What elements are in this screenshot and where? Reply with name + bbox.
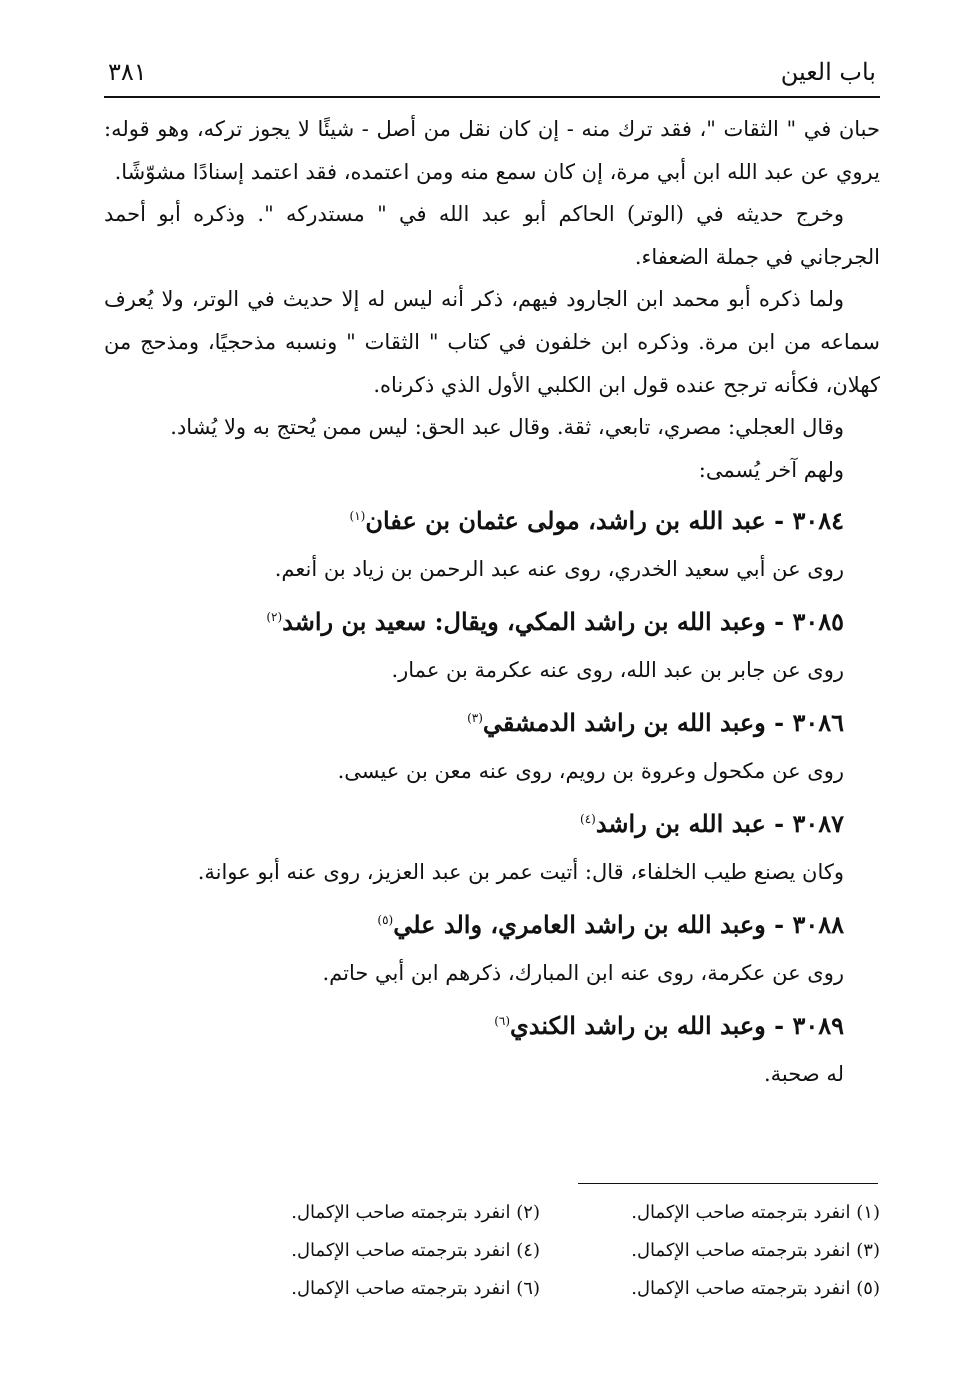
footnote: (٦) انفرد بترجمته صاحب الإكمال. xyxy=(291,1278,540,1299)
entry-title xyxy=(104,895,880,950)
footnote-ref: (٥) xyxy=(377,913,394,928)
footnote: (٥) انفرد بترجمته صاحب الإكمال. xyxy=(631,1278,880,1299)
footnote-ref: (١) xyxy=(349,509,366,524)
chapter-title: باب العين xyxy=(780,58,876,86)
entry-title xyxy=(104,794,880,849)
entry-title-text: ٣٠٨٩ - وعبد الله بن راشد الكندي xyxy=(510,1011,844,1041)
paragraph: ولما ذكره أبو محمد ابن الجارود فيهم، ذكر أنه ليس له إلا حديث في الوتر، ولا يُعرف سماعه من ابن مرة. وذكره ابن خلفون في كتاب " الثقات " ونسبه مذحجيًا، ومذحج من كهلان، فكأنه ترجح عنده قول ابن الكلبي الأول الذي ذكرناه. xyxy=(104,287,880,397)
entry-title-text: ٣٠٨٧ - عبد الله بن راشد xyxy=(595,809,844,839)
entry-text: وكان يصنع طيب الخلفاء، قال: أتيت عمر بن عبد العزيز، روى عنه أبو عوانة. xyxy=(197,860,844,885)
footnote-row xyxy=(200,1194,880,1232)
running-header xyxy=(104,52,880,98)
footnote-ref: (٤) xyxy=(580,812,596,827)
entry-text: له صحبة. xyxy=(764,1062,844,1087)
footnote-ref: (٦) xyxy=(494,1014,511,1029)
paragraph: وقال العجلي: مصري، تابعي، ثقة. وقال عبد الحق: ليس ممن يُحتج به ولا يُشاد. xyxy=(170,415,844,440)
entry-title xyxy=(104,693,880,748)
footnote-row xyxy=(200,1270,880,1308)
entry-text: روى عن جابر بن عبد الله، روى عنه عكرمة بن عمار. xyxy=(391,658,844,683)
entry-title xyxy=(104,592,880,647)
entry-title xyxy=(104,491,880,546)
paragraph: ولهم آخر يُسمى: xyxy=(698,457,844,482)
entry-title xyxy=(104,996,880,1051)
footnotes xyxy=(200,1194,880,1308)
main-text xyxy=(104,108,880,1097)
footnote-ref: (٣) xyxy=(467,711,483,726)
footnote: (١) انفرد بترجمته صاحب الإكمال. xyxy=(631,1202,880,1223)
page-number: ٣٨١ xyxy=(108,58,147,86)
paragraph: حبان في " الثقات "، فقد ترك منه - إن كان نقل من أصل - شيئًا لا يجوز تركه، وهو قوله: يروي عن عبد الله ابن أبي مرة، إن كان سمع منه ومن اعتمده، فقد اعتمد إسنادًا مشوّشًا. xyxy=(104,117,880,184)
footnote: (٤) انفرد بترجمته صاحب الإكمال. xyxy=(291,1240,540,1261)
footnote-row xyxy=(200,1232,880,1270)
entry-title-text: ٣٠٨٨ - وعبد الله بن راشد العامري، والد علي xyxy=(393,910,844,940)
footnote: (٢) انفرد بترجمته صاحب الإكمال. xyxy=(291,1202,540,1223)
footnote-ref: (٢) xyxy=(266,610,283,625)
entry-text: روى عن عكرمة، روى عنه ابن المبارك، ذكرهم ابن أبي حاتم. xyxy=(322,961,844,986)
entry-title-text: ٣٠٨٤ - عبد الله بن راشد، مولى عثمان بن عفان xyxy=(365,506,844,536)
paragraph: وخرج حديثه في (الوتر) الحاكم أبو عبد الله في " مستدركه ". وذكره أبو أحمد الجرجاني في جملة الضعفاء. xyxy=(104,202,880,269)
entry-title-text: ٣٠٨٥ - وعبد الله بن راشد المكي، ويقال: سعيد بن راشد xyxy=(282,607,844,637)
entry-title-text: ٣٠٨٦ - وعبد الله بن راشد الدمشقي xyxy=(482,708,844,738)
footnote-divider xyxy=(578,1183,878,1184)
entry-text: روى عن مكحول وعروة بن رويم، روى عنه معن بن عيسى. xyxy=(337,759,844,784)
entry-text: روى عن أبي سعيد الخدري، روى عنه عبد الرحمن بن زياد بن أنعم. xyxy=(274,557,844,582)
footnote: (٣) انفرد بترجمته صاحب الإكمال. xyxy=(631,1240,880,1261)
